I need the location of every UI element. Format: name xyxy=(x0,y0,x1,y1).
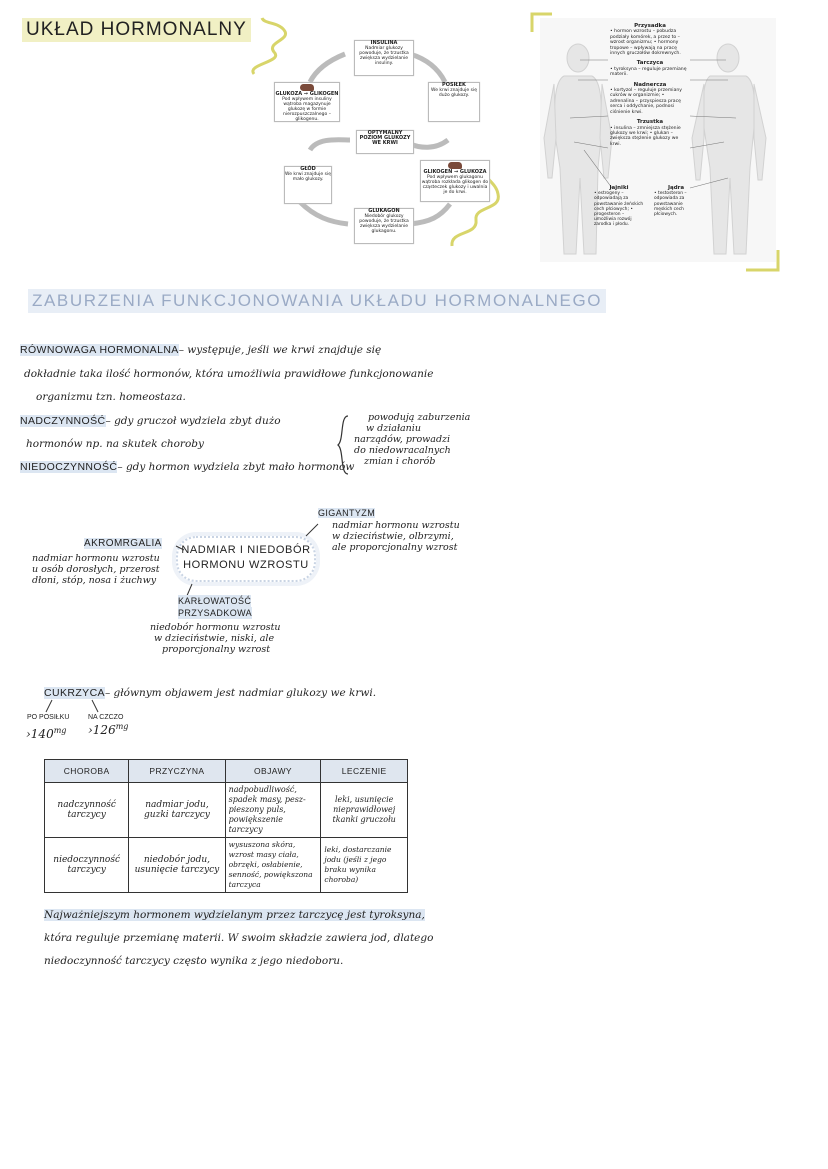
hyper-definition xyxy=(20,414,281,428)
mindmap-connectors xyxy=(150,514,330,604)
fasting-label: NA CZCZO xyxy=(88,714,124,721)
balance-line2: dokładnie taka ilość hormonów, która umożliwia prawidłowe funkcjonowanie xyxy=(24,368,434,380)
growth-hormone-center: NADMIAR I NIEDOBÓR HORMONU WZROSTU xyxy=(176,536,316,582)
glucagon-box: GLUKAGON Niedobór glukozy powoduje, że trzustka zwiększa wydzielanie glukagonu. xyxy=(354,208,414,244)
table-header: CHOROBA xyxy=(45,760,129,783)
table-row xyxy=(45,838,408,893)
table-header: OBJAWY xyxy=(225,760,321,783)
table-cell: leki, usunięcie nieprawidłowej tkanki gruczołu xyxy=(321,783,408,838)
acromegaly-note: nadmiar hormonu wzrostu u osób dorosłych, przerost dłoni, stóp, nosa i żuchwy xyxy=(32,553,160,586)
diabetes-text: – głównym objawem jest nadmiar glukozy we krwi. xyxy=(104,687,377,699)
gigantism-title: GIGANTYZM xyxy=(318,508,376,518)
curly-brace xyxy=(334,414,354,476)
brace-note: powodują zaburzenia w działaniu narządów, prowadzi do niedowracalnych zmian i chorób xyxy=(354,412,471,467)
table-cell: nadmiar jodu, guzki tarczycy xyxy=(129,783,225,838)
liver-icon xyxy=(448,162,462,169)
summary-line3: niedoczynność tarczycy często wynika z jego niedoboru. xyxy=(44,955,344,967)
hypo-term: NIEDOCZYNNOŚĆ xyxy=(20,461,118,473)
pituitary-label: Przysadka • hormon wzrostu – pobudza podziały komórek, a przez to – wzrost organizmu; • hormony tropowe – wpływają na pracę innych gruczołów dokrewnych. xyxy=(610,23,681,57)
balance-line3: organizmu tzn. homeostaza. xyxy=(36,391,186,403)
summary-line1: Najważniejszym hormonem wydzielanym przez tarczycę jest tyroksyna, xyxy=(44,909,425,921)
table-cell: nadpobudliwość, spadek masy, pesz-pieszony puls, powiększenie tarczycy xyxy=(225,783,321,838)
fasting-value: $›126^{mg}$ xyxy=(88,722,129,737)
glycogen-to-glucose-box: GLIKOGEN → GLUKOZA Pod wpływem glukagonu wątroba rozkłada glikogen do cząsteczek glukozy i uwalnia je do krwi. xyxy=(420,160,490,202)
acromegaly-title: AKROMRGALIA xyxy=(84,538,162,549)
table-header: PRZYCZYNA xyxy=(129,760,225,783)
table-cell: niedobór jodu, usunięcie tarczycy xyxy=(129,838,225,893)
summary-line2: która reguluje przemianę materii. W swoim składzie zawiera jod, dlatego xyxy=(44,932,434,944)
balance-line1: – występuje, jeśli we krwi znajduje się xyxy=(178,344,382,356)
hypo-definition xyxy=(20,460,354,474)
balance-definition xyxy=(20,343,381,357)
optimal-level-box: OPTYMALNY POZIOM GLUKOZY WE KRWI xyxy=(356,130,414,154)
dwarfism-title: KARŁOWATOŚĆ PRZYSADKOWA xyxy=(178,596,253,618)
liver-icon xyxy=(300,84,314,91)
after-meal-value: $›140^{mg}$ xyxy=(26,726,67,741)
testes-label: Jądra • testosteron – odpowiada za powstawanie męskich cech płciowych. xyxy=(654,185,687,218)
table-cell: nadczynność tarczycy xyxy=(45,783,129,838)
meal-box: POSIŁEK We krwi znajduje się dużo glukozy. xyxy=(428,82,480,122)
thyroid-label: Tarczyca • tyroksyna – reguluje przemianę materii. xyxy=(610,60,687,78)
table-cell: wysuszona skóra, wzrost masy ciała, obrzęki, osłabienie, senność, powiększona tarczyca xyxy=(225,838,321,893)
hyper-term: NADCZYNNOŚĆ xyxy=(20,415,106,427)
after-meal-label: PO POSIŁKU xyxy=(27,714,70,721)
diabetes-term: CUKRZYCA xyxy=(44,687,105,699)
hypo-line1: – gdy hormon wydziela zbyt mało hormonów xyxy=(117,461,355,473)
table-cell: leki, dostarczanie jodu (jeśli z jego braku wynika choroba) xyxy=(321,838,408,893)
pancreas-label: Trzustka • insulina – zmniejsza stężenie glukozy we krwi; • glukan – zwiększa stężenie glukozy we krwi. xyxy=(610,119,681,147)
table-header: LECZENIE xyxy=(321,760,408,783)
table-header-row xyxy=(45,760,408,783)
hunger-box: GŁÓD We krwi znajduje się mało glukozy. xyxy=(284,166,332,204)
section-title: ZABURZENIA FUNKCJONOWANIA UKŁADU HORMONALNEGO xyxy=(28,289,606,313)
glucose-to-glycogen-box: GLUKOZA → GLIKOGEN Pod wpływem insuliny wątroba magazynuje glukozę w formie nierozpuszczalnego – glikogenu. xyxy=(274,82,340,122)
page-title: UKŁAD HORMONALNY xyxy=(22,18,251,42)
hormone-labels xyxy=(610,24,690,152)
hyper-line1: – gdy gruczoł wydziela zbyt dużo xyxy=(105,415,281,427)
hyper-line2: hormonów np. na skutek choroby xyxy=(26,438,204,450)
balance-term: RÓWNOWAGA HORMONALNA xyxy=(20,344,179,356)
gigantism-note: nadmiar hormonu wzrostu w dzieciństwie, olbrzymi, ale proporcjonalny wzrost xyxy=(332,520,460,553)
adrenal-label: Nadnercza • kortyzol – reguluje przemiany cukrów w organizmie; • adrenalina – przyspiesza pracę serca i oddychanie, podnosi ciśnienie krwi. xyxy=(610,81,683,115)
table-cell: niedoczynność tarczycy xyxy=(45,838,129,893)
insulin-box: INSULINA Nadmiar glukozy powoduje, że trzustka zwiększa wydzielanie insuliny. xyxy=(354,40,414,76)
ovaries-label: Jajniki • estrogeny – odpowiadają za powstawanie żeńskich cech płciowych; • progesteron – umożliwia rozwój zarodka i płodu. xyxy=(594,185,644,228)
glucose-cycle-diagram xyxy=(270,32,502,247)
endocrine-body-diagram xyxy=(540,18,776,262)
table-row xyxy=(45,783,408,838)
thyroid-disease-table xyxy=(44,759,408,893)
dwarfism-note: niedobór hormonu wzrostu w dzieciństwie, niski, ale proporcjonalny wzrost xyxy=(150,622,281,655)
